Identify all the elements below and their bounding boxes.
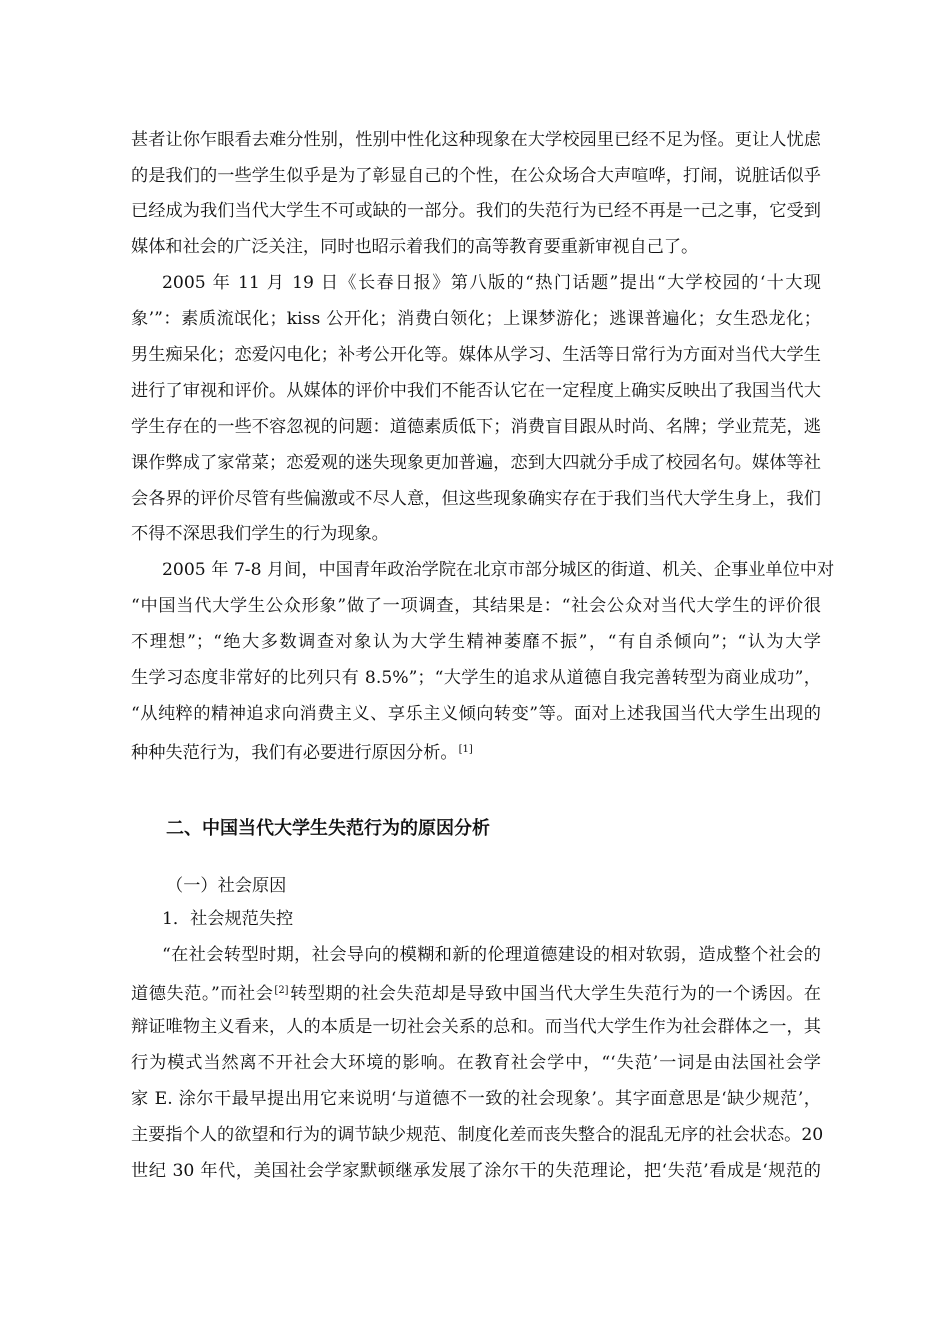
paragraph-line: 家 E. 涂尔干最早提出用它来说明‘与道德不一致的社会现象’。其字面意思是‘缺少规范’， bbox=[131, 1089, 821, 1109]
paragraph-line: 男生痴呆化；恋爱闪电化；补考公开化等。媒体从学习、生活等日常行为方面对当代大学生 bbox=[131, 345, 821, 365]
paragraph-line: 课作弊成了家常菜；恋爱观的迷失现象更加普遍，恋到大四就分手成了校园名句。媒体等社 bbox=[131, 453, 821, 473]
section-heading: 二、中国当代大学生失范行为的原因分析 bbox=[166, 818, 490, 839]
paragraph-line: 会各界的评价尽管有些偏激或不尽人意，但这些现象确实存在于我们当代大学生身上，我们 bbox=[131, 489, 821, 509]
paragraph-line: 象’”：素质流氓化；kiss 公开化；消费白领化；上课梦游化；逃课普遍化；女生恐龙化； bbox=[131, 309, 821, 329]
citation-ref: [1] bbox=[458, 744, 473, 755]
paragraph-text: 道德失范。”而社会 bbox=[131, 984, 274, 1004]
paragraph-line: 甚者让你乍眼看去难分性别，性别中性化这种现象在大学校园里已经不足为怪。更让人忧虑 bbox=[131, 130, 821, 150]
paragraph-line: 主要指个人的欲望和行为的调节缺少规范、制度化差而丧失整合的混乱无序的社会状态。20 bbox=[131, 1125, 824, 1145]
paragraph-line: 媒体和社会的广泛关注，同时也昭示着我们的高等教育要重新审视自己了。 bbox=[131, 237, 699, 257]
paragraph-line: 辩证唯物主义看来，人的本质是一切社会关系的总和。而当代大学生作为社会群体之一，其 bbox=[131, 1017, 821, 1037]
paragraph-line: 2005 年 11 月 19 日《长春日报》第八版的“热门话题”提出“大学校园的‘十大现 bbox=[162, 273, 821, 293]
paragraph-line: 生学习态度非常好的比列只有 8.5%”；“大学生的追求从道德自我完善转型为商业成功”， bbox=[131, 668, 821, 688]
paragraph-line: “在社会转型时期，社会导向的模糊和新的伦理道德建设的相对软弱，造成整个社会的 bbox=[162, 945, 821, 965]
subsection-heading: （一）社会原因 bbox=[166, 876, 287, 896]
paragraph-line: 2005 年 7-8 月间，中国青年政治学院在北京市部分城区的街道、机关、企事业单位中对 bbox=[162, 560, 835, 580]
subsubsection-heading: 1．社会规范失控 bbox=[162, 909, 294, 929]
paragraph-line: “中国当代大学生公众形象”做了一项调查，其结果是：“社会公众对当代大学生的评价很 bbox=[131, 596, 821, 616]
paragraph-line: “从纯粹的精神追求向消费主义、享乐主义倾向转变”等。面对上述我国当代大学生出现的 bbox=[131, 704, 821, 724]
paragraph-line: 学生存在的一些不容忽视的问题：道德素质低下；消费盲目跟从时尚、名牌；学业荒芜，逃 bbox=[131, 417, 821, 437]
paragraph-line: 世纪 30 年代，美国社会学家默顿继承发展了涂尔干的失范理论，把‘失范’看成是‘规范的 bbox=[131, 1161, 821, 1181]
paragraph-text: 种种失范行为，我们有必要进行原因分析。 bbox=[131, 743, 458, 763]
paragraph-text: 转型期的社会失范却是导致中国当代大学生失范行为的一个诱因。在 bbox=[289, 984, 821, 1004]
paragraph-line: 行为模式当然离不开社会大环境的影响。在教育社会学中，“‘失范’一词是由法国社会学 bbox=[131, 1053, 821, 1073]
paragraph-line: 的是我们的一些学生似乎是为了彰显自己的个性，在公众场合大声喧哗，打闹，说脏话似乎 bbox=[131, 166, 821, 186]
paragraph-line: 不理想”；“绝大多数调查对象认为大学生精神萎靡不振”，“有自杀倾向”；“认为大学 bbox=[131, 632, 821, 652]
paragraph-line bbox=[131, 738, 821, 762]
paragraph-line: 不得不深思我们学生的行为现象。 bbox=[131, 524, 389, 544]
citation-ref: [2] bbox=[274, 985, 289, 996]
paragraph-line: 进行了审视和评价。从媒体的评价中我们不能否认它在一定程度上确实反映出了我国当代大 bbox=[131, 381, 821, 401]
paragraph-line: 已经成为我们当代大学生不可或缺的一部分。我们的失范行为已经不再是一己之事，它受到 bbox=[131, 201, 821, 221]
paragraph-line bbox=[131, 979, 821, 1003]
